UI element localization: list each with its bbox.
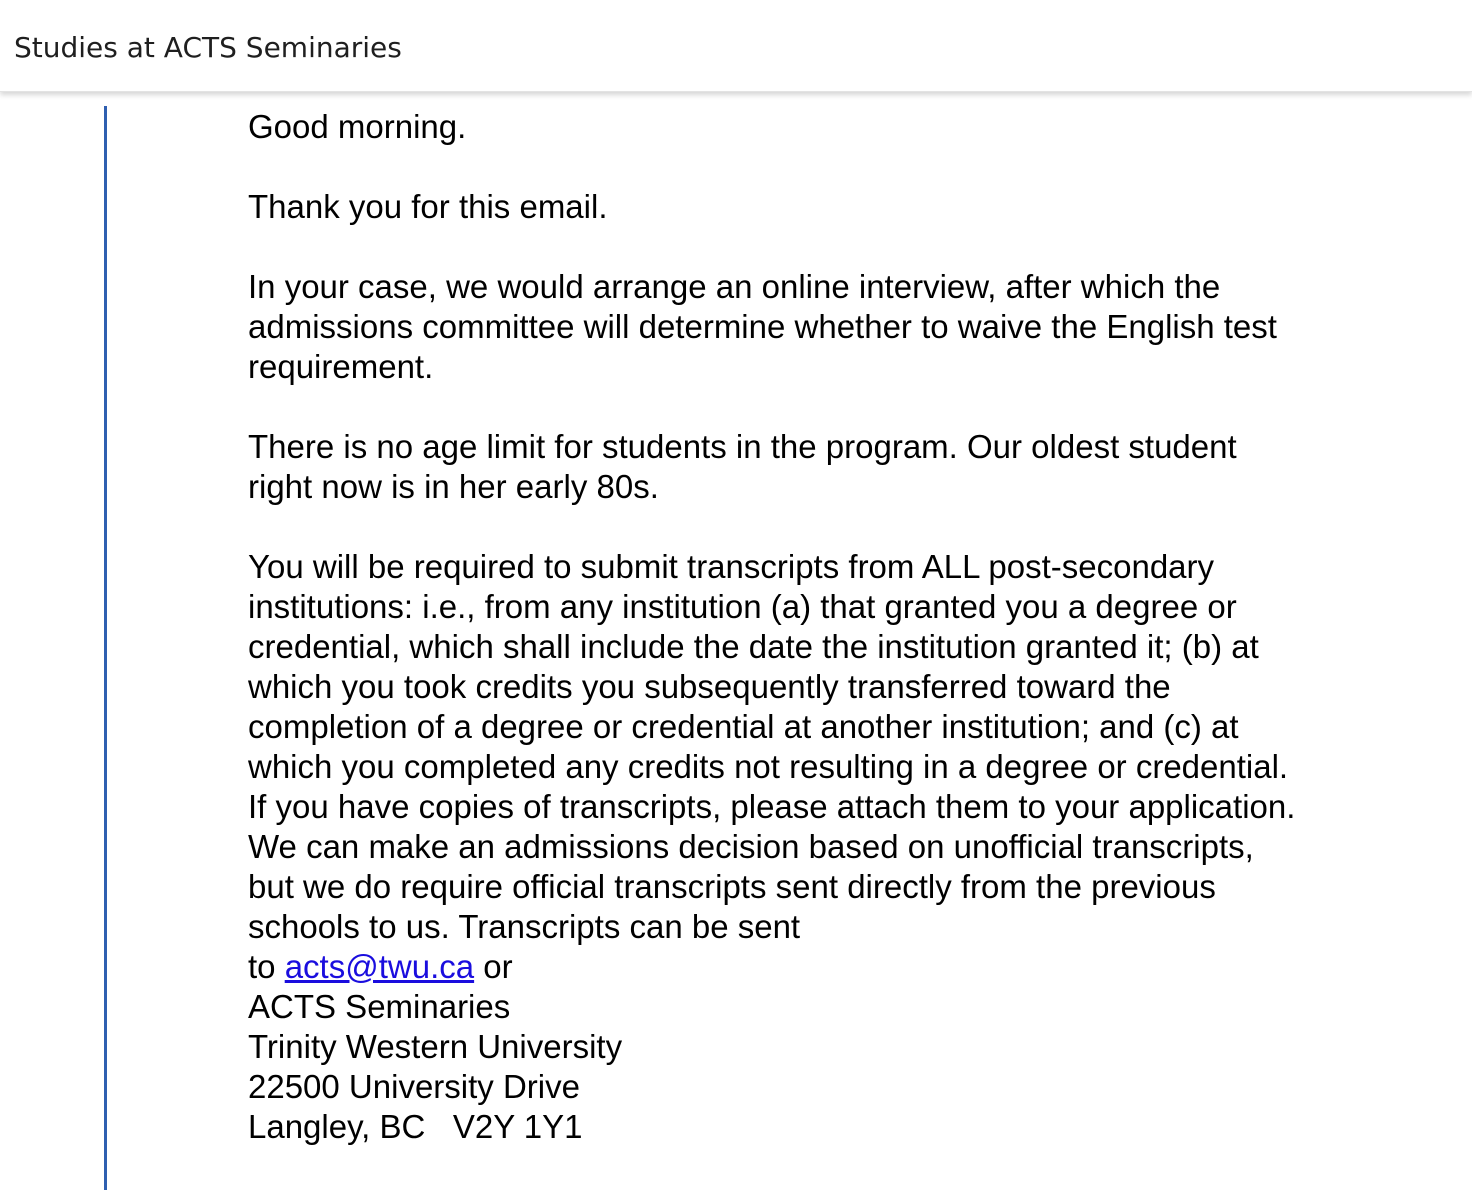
interview-paragraph: In your case, we would arrange an online interview, after which the admissions committee will determine whether to waive the English test requirement. (248, 268, 1277, 385)
transcripts-text: You will be required to submit transcripts from ALL post-secondary institutions: i.e., from any institution (a) that granted you a degree or credential, which shall include the date the institution granted it; (b) at which you took credits you subsequently transferred toward the completion of a degree or credential at another institution; and (c) at which you completed any credits not resulting in a degree or credential. If you have copies of transcripts, please attach them to your application. We can make an admissions decision based on unofficial transcripts, but we do require official transcripts sent directly from the previous schools to us. Transcripts can be sent (248, 548, 1296, 945)
address-line-4: Langley, BC V2Y 1Y1 (248, 1108, 583, 1145)
message-header (0, 0, 1472, 92)
or-text: or (483, 948, 513, 985)
age-limit-paragraph: There is no age limit for students in the program. Our oldest student right now is in her early 80s. (248, 428, 1237, 505)
transcripts-paragraph (248, 547, 1308, 1147)
message-subject: Studies at ACTS Seminaries (14, 31, 402, 64)
email-link[interactable]: acts@twu.ca (284, 948, 475, 985)
message-body (248, 107, 1308, 1147)
greeting-paragraph: Good morning. (248, 108, 467, 145)
address-line-1: ACTS Seminaries (248, 988, 511, 1025)
address-line-2: Trinity Western University (248, 1028, 623, 1065)
address-line-3: 22500 University Drive (248, 1068, 580, 1105)
quote-bar (104, 106, 107, 1190)
thanks-paragraph: Thank you for this email. (248, 188, 608, 225)
to-prefix: to (248, 948, 276, 985)
